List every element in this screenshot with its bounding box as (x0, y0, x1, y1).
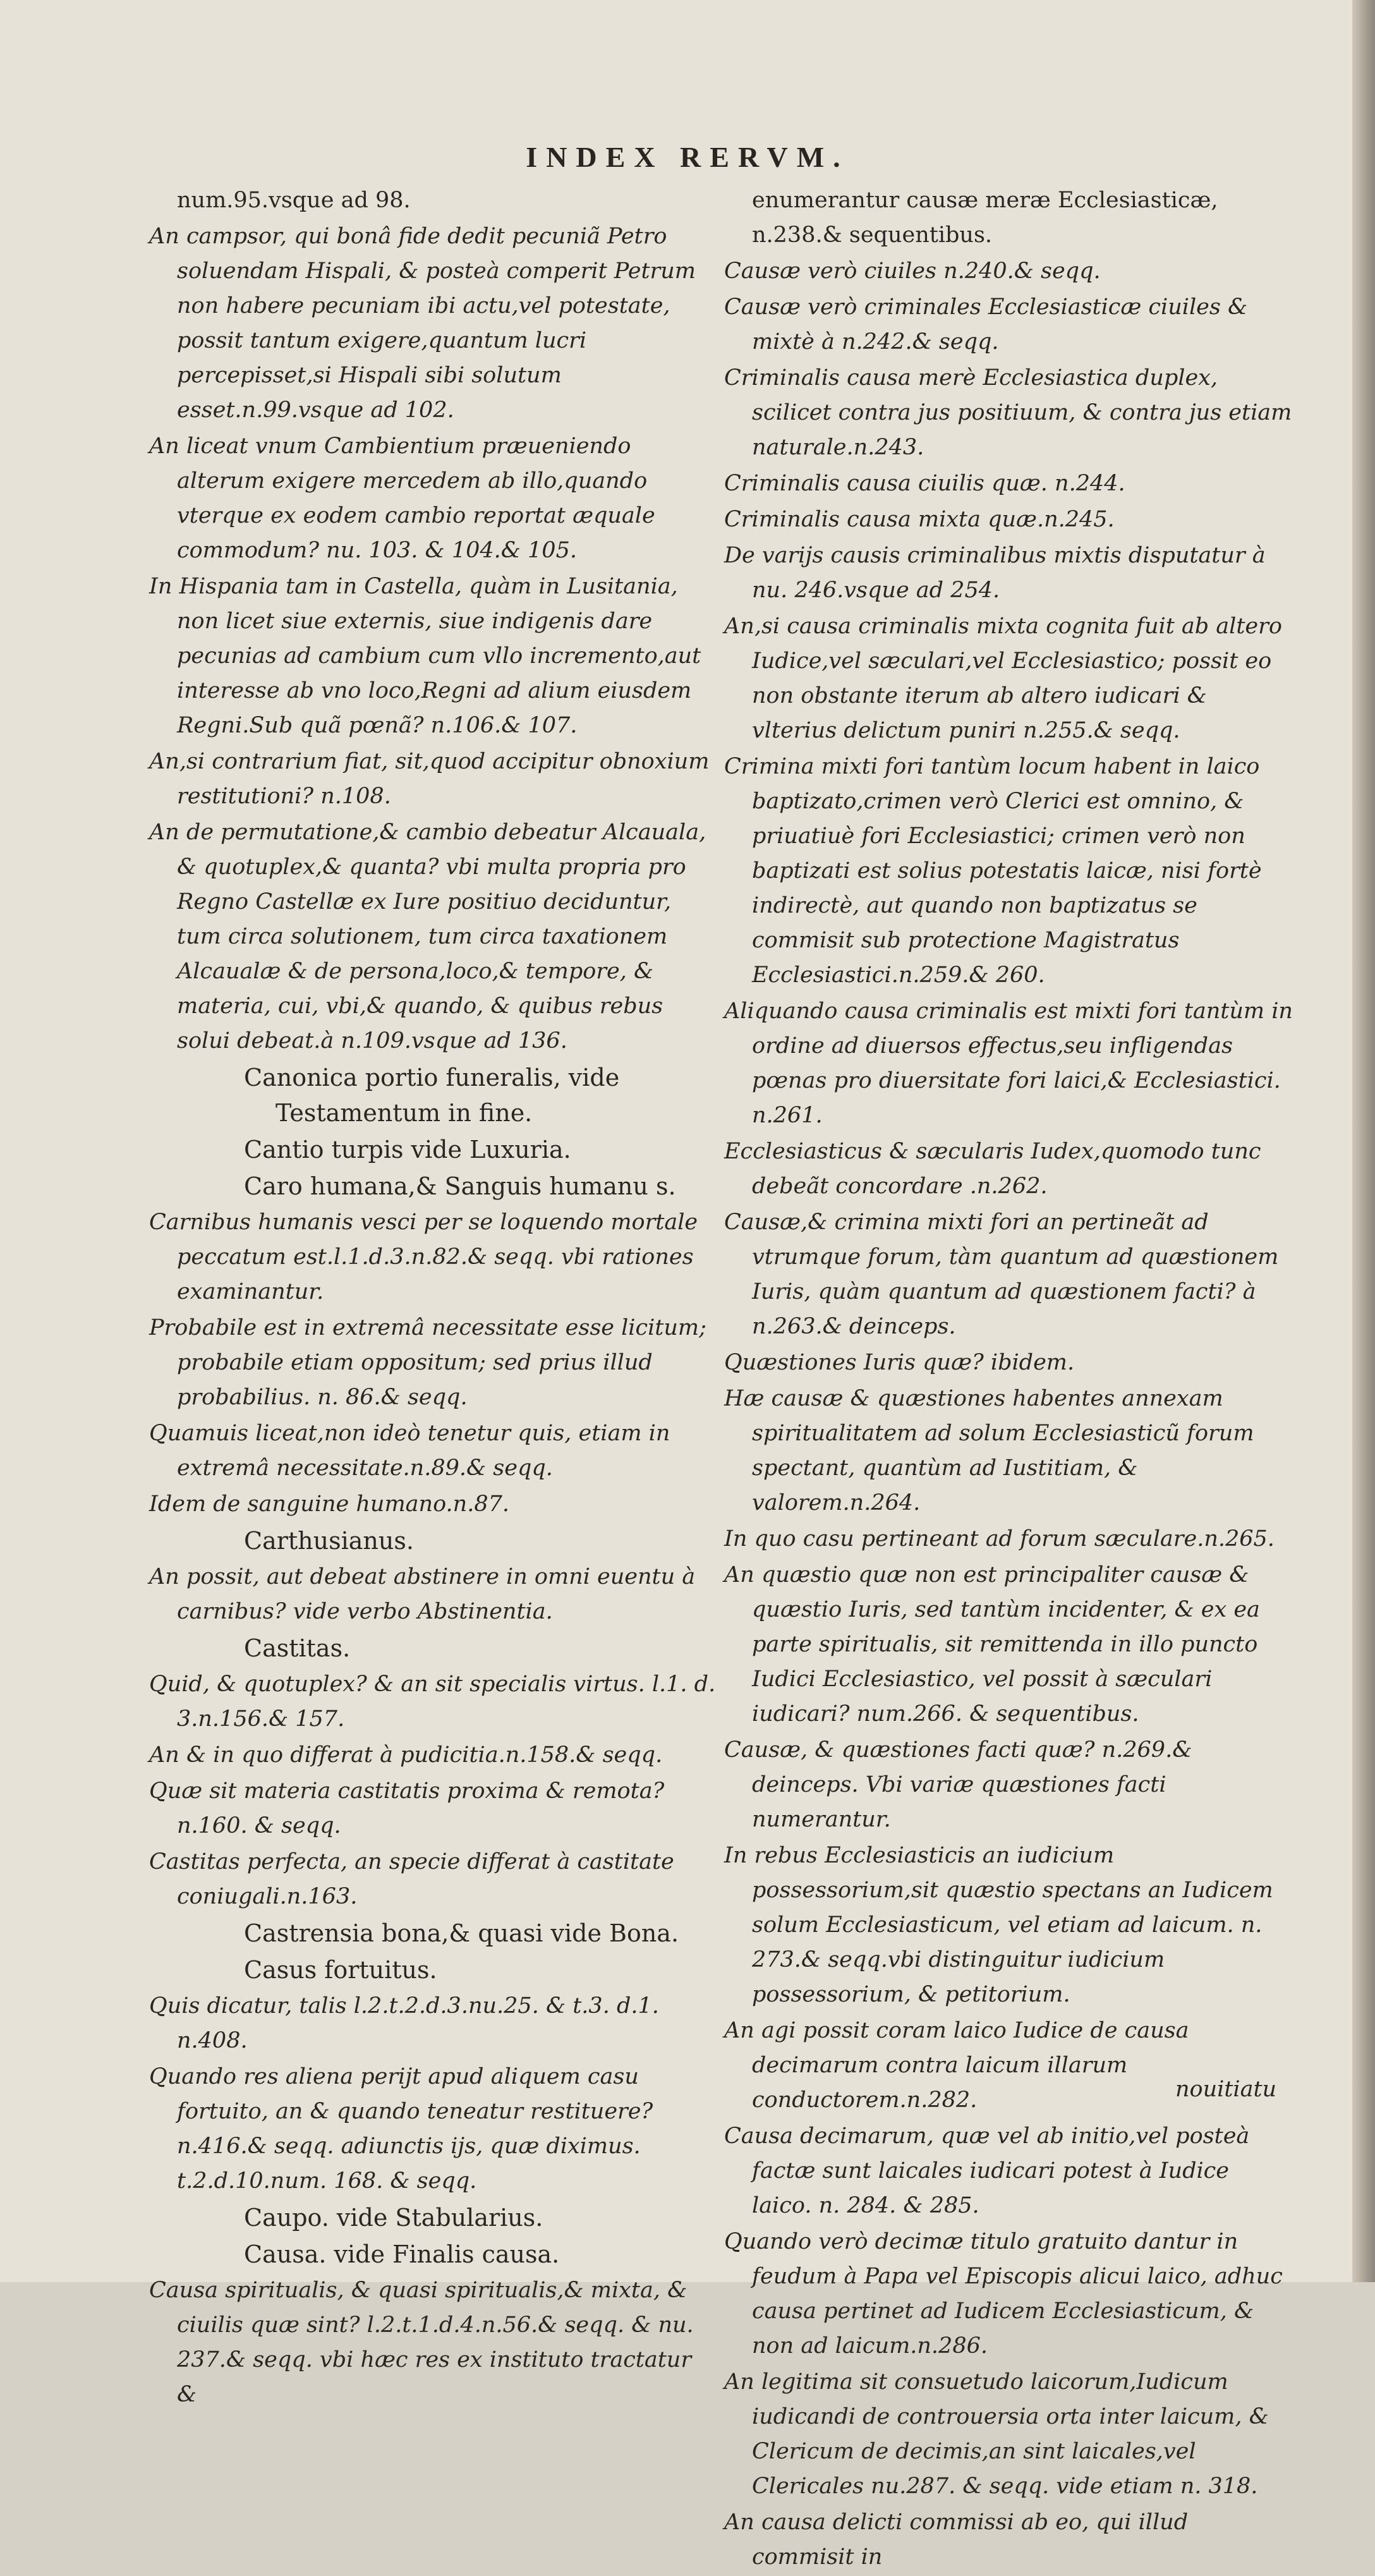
index-entry: An campsor, qui bonâ fide dedit pecuniã Petro soluendam Hispali, & posteà comperit Petrum non habere pecuniam ibi actu,vel potestate, possit tantum exigere,quantum lucri percepisset,si Hispali sibi solutum esset.n.99.vsque ad 102. (149, 224, 696, 423)
index-entry: Criminalis causa mixta quæ.n.245. (724, 507, 1115, 532)
index-entry: Quid, & quotuplex? & an sit specialis virtus. l.1. d. 3.n.156.& 157. (149, 1672, 716, 1732)
index-entry: An causa delicti commissi ab eo, qui illud commisit in (724, 2510, 1189, 2570)
index-entry: Quamuis liceat,non ideò tenetur quis, etiam in extremâ necessitate.n.89.& seqq. (149, 1421, 670, 1481)
index-entry: Quis dicatur, talis l.2.t.2.d.3.nu.25. & t.3. d.1. n.408. (149, 1993, 659, 2053)
running-head: INDEX RERVM. (526, 141, 849, 173)
index-entry: In Hispania tam in Castella, quàm in Lusitania, non licet siue externis, siue indigenis dare pecunias ad cambium cum vllo incremento,aut interesse ab vno loco,Regni ad alium eiusdem Regni.Sub quã pœnã? n.106.& 107. (149, 574, 701, 738)
index-entry: In rebus Ecclesiasticis an iudicium possessorium,sit quæstio spectans an Iudicem solum Ecclesiasticum, vel etiam ad laicum. n. 273.& seqq.vbi distinguitur iudicium possessorium, & petitorium. (724, 1843, 1273, 2007)
index-heading: Cantio turpis vide Luxuria. (244, 1136, 571, 1163)
index-entry: Ecclesiasticus & sæcularis Iudex,quomodo tunc debeãt concordare .n.262. (724, 1139, 1261, 1199)
index-entry: Quando verò decimæ titulo gratuito dantur in feudum à Papa vel Episcopis alicui laico, adhuc causa pertinet ad Iudicem Ecclesiasticum, & non ad laicum.n.286. (724, 2229, 1283, 2359)
index-heading: Caupo. vide Stabularius. (244, 2204, 543, 2232)
index-entry: Probabile est in extremâ necessitate esse licitum; probabile etiam oppositum; sed prius illud probabilius. n. 86.& seqq. (149, 1315, 706, 1410)
index-entry: In quo casu pertineant ad forum sæculare.n.265. (724, 1526, 1275, 1552)
index-entry: Causæ verò ciuiles n.240.& seqq. (724, 258, 1101, 284)
page-edge-shadow (1352, 0, 1375, 2282)
index-heading: Causa. vide Finalis causa. (244, 2240, 560, 2268)
index-entry: An possit, aut debeat abstinere in omni euentu à carnibus? vide verbo Abstinentia. (149, 1564, 696, 1624)
index-entry: Carnibus humanis vesci per se loquendo mortale peccatum est.l.1.d.3.n.82.& seqq. vbi rationes examinantur. (149, 1210, 698, 1304)
index-heading: Casus fortuitus. (244, 1956, 437, 1984)
index-entry: Hæ causæ & quæstiones habentes annexam spiritualitatem ad solum Ecclesiasticũ forum spectant, quantùm ad Iustitiam, & valorem.n.264. (724, 1386, 1254, 1516)
right-column (724, 183, 1293, 2576)
index-entry: Causa spiritualis, & quasi spiritualis,& mixta, & ciuilis quæ sint? l.2.t.1.d.4.n.56.& seqq. & nu. 237.& seqq. vbi hæc res ex instituto tractatur & (149, 2278, 694, 2407)
index-entry: Aliquando causa criminalis est mixti fori tantùm in ordine ad diuersos effectus,seu infligendas pœnas pro diuersitate fori laici,& Ecclesiastici. n.261. (724, 999, 1293, 1128)
index-entry: An agi possit coram laico Iudice de causa decimarum contra laicum illarum conductorem.n.282. (724, 2018, 1189, 2113)
index-entry: Idem de sanguine humano.n.87. (149, 1492, 509, 1517)
index-entry: An,si causa criminalis mixta cognita fuit ab altero Iudice,vel sæculari,vel Ecclesiastico; possit eo non obstante iterum ab altero iudicari & vlterius delictum puniri n.255.& seqq. (724, 614, 1282, 743)
index-entry: enumerantur causæ meræ Ecclesiasticæ, n.238.& sequentibus. (752, 188, 1218, 248)
index-entry: An,si contrarium fiat, sit,quod accipitur obnoxium restitutioni? n.108. (149, 749, 710, 809)
index-entry: An quæstio quæ non est principaliter causæ & quæstio Iuris, sed tantùm incidenter, & ex ea parte spiritualis, sit remittenda in illo puncto Iudici Ecclesiastico, vel possit à sæculari iudicari? num.266. & sequentibus. (724, 1562, 1260, 1727)
index-entry: Criminalis causa ciuilis quæ. n.244. (724, 471, 1125, 496)
index-entry: Causæ, & quæstiones facti quæ? n.269.& deinceps. Vbi variæ quæstiones facti numerantur. (724, 1737, 1192, 1832)
index-entry: Causæ,& crimina mixti fori an pertineãt ad vtrumque forum, tàm quantum ad quæstionem Iuris, quàm quantum ad quæstionem facti? à n.263.& deinceps. (724, 1210, 1279, 1339)
index-entry: An de permutatione,& cambio debeatur Alcauala, & quotuplex,& quanta? vbi multa propria pro Regno Castellæ ex Iure positiuo deciduntur, tum circa solutionem, tum circa taxationem Alcaualæ & de persona,loco,& tempore, & materia, cui, vbi,& quando, & quibus rebus solui debeat.à n.109.vsque ad 136. (149, 820, 706, 1054)
index-entry: An liceat vnum Cambientium præueniendo alterum exigere mercedem ab illo,quando vterque ex eodem cambio reportat æquale commodum? nu. 103. & 104.& 105. (149, 434, 655, 563)
left-column (149, 183, 718, 2414)
index-entry: Quando res aliena perijt apud aliquem casu fortuito, an & quando teneatur restituere? n.416.& seqq. adiunctis ijs, quæ diximus. t.2.d.10.num. 168. & seqq. (149, 2064, 653, 2194)
index-entry: Quæ sit materia castitatis proxima & remota?n.160. & seqq. (149, 1778, 665, 1838)
index-entry: Castitas perfecta, an specie differat à castitate coniugali.n.163. (149, 1849, 674, 1909)
index-entry: Causæ verò criminales Ecclesiasticæ ciuiles & mixtè à n.242.& seqq. (724, 295, 1248, 355)
index-entry: An legitima sit consuetudo laicorum,Iudicum iudicandi de controuersia orta inter laicum, & Clericum de decimis,an sint laicales,vel Clericales nu.287. & seqq. vide etiam n. 318. (724, 2369, 1269, 2499)
index-heading: Carthusianus. (244, 1527, 414, 1555)
index-heading: Caro humana,& Sanguis humanu s. (244, 1172, 676, 1200)
index-entry: De varijs causis criminalibus mixtis disputatur à nu. 246.vsque ad 254. (724, 543, 1266, 603)
index-heading: Castitas. (244, 1634, 351, 1662)
index-entry: An & in quo differat à pudicitia.n.158.& seqq. (149, 1742, 663, 1768)
index-entry: Quæstiones Iuris quæ? ibidem. (724, 1350, 1075, 1375)
index-entry: Causa decimarum, quæ vel ab initio,vel posteà factæ sunt laicales iudicari potest à Iudice laico. n. 284. & 285. (724, 2123, 1250, 2218)
index-entry: Crimina mixti fori tantùm locum habent in laico baptizato,crimen verò Clerici est omnino, & priuatiuè fori Ecclesiastici; crimen verò non baptizati est solius potestatis laicæ, nisi fortè indirectè, aut quando non baptizatus se commisit sub protectione Magistratus Ecclesiastici.n.259.& 260. (724, 754, 1262, 988)
index-entry: Criminalis causa merè Ecclesiastica duplex, scilicet contra jus positiuum, & contra jus etiam naturale.n.243. (724, 365, 1292, 460)
index-entry: num.95.vsque ad 98. (177, 188, 411, 213)
index-heading: Castrensia bona,& quasi vide Bona. (244, 1919, 679, 1947)
catchword: nouitiatu (1175, 2077, 1277, 2102)
index-heading: Canonica portio funeralis, vide Testamentum in fine. (244, 1064, 620, 1127)
